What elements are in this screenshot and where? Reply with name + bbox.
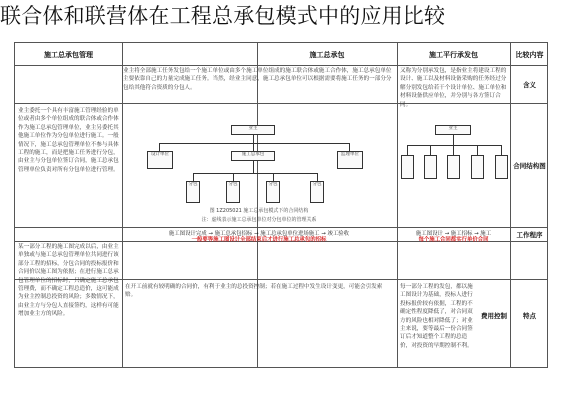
org-box-sub-3	[266, 181, 280, 203]
grid-line	[15, 65, 547, 66]
org-note: 注：虚线表示施工总承包单位对分包单位的管理关系	[201, 217, 317, 223]
row-label-meaning: 含义	[523, 81, 536, 89]
header-consortium: 施工总承包	[309, 51, 345, 59]
org-box-parallel-3	[447, 155, 460, 179]
org-owner-label: 业主	[448, 126, 458, 131]
page-title: 联合体和联营体在工程总承包模式中的应用比较	[0, 4, 446, 28]
org-line	[453, 135, 454, 145]
org-box-parallel-4	[471, 155, 484, 179]
row-label-contract: 合同结构图	[513, 162, 546, 170]
meaning-joint-venture-text: 业主委托一个具有丰富施工管理经验的单位或者由多个单位组成的联合体或合作体作为施工总承包管理单位，业主另委托其他施工单位作为分包单位进行施工。一般情况下，施工总承包管理单位不参与具体工程的施工，而是把施工任务进行分包，由业主与分包单位签订合同，施工总承包管理单位负责对所有分包单位进行管理。	[18, 108, 119, 173]
org-line	[159, 143, 160, 151]
org-box-designer	[147, 151, 173, 169]
workflow-parallel-text: 施工图设计 → 施工招标 → 施工	[415, 231, 492, 237]
org-designer-label: 设计单位	[151, 152, 169, 157]
comparison-table	[14, 42, 548, 368]
org-box-owner-parallel	[435, 125, 471, 135]
org-line	[193, 173, 194, 181]
org-line	[253, 143, 254, 151]
grid-line	[15, 227, 547, 228]
org-box-sub-4	[310, 181, 324, 203]
org-box-supervisor	[337, 151, 363, 169]
cost-consortium	[125, 283, 393, 365]
org-box-parallel-5	[495, 155, 508, 179]
org-line	[193, 173, 317, 174]
org-line	[407, 145, 408, 155]
org-supervisor-label: 监理单位	[341, 152, 359, 157]
org-line	[233, 173, 234, 181]
org-chart-parallel	[397, 103, 510, 227]
org-box-sub-2	[226, 181, 240, 203]
org-line	[501, 145, 502, 155]
meaning-parallel-text: 又称为分别承发包，是指业主将建设工程的设计、施工以及材料设备采购的任务经过分解分别发包给若干个设计单位、施工单位和材料设备供应单位，并分别与各方签订合同。	[400, 68, 507, 108]
cost-joint-venture	[18, 243, 120, 367]
org-box-parallel-2	[424, 155, 437, 179]
meaning-parallel	[400, 67, 508, 108]
org-line	[477, 145, 478, 155]
org-sub-label: 分包	[228, 182, 238, 187]
org-chart-consortium	[123, 103, 395, 227]
header-item: 比较内容	[515, 51, 544, 59]
meaning-consortium-text: 业主将全部施工任务发包给一个施工单位或由多个施工单位组成的施工联合体或施工合作体，施工总承包单位主要依靠自己的力量完成施工任务。当然，经业主同意，施工总承包单位可以根据需要将施工任务的一部分分包给其他符合资质的分包人。	[123, 68, 392, 91]
org-box-sub-1	[186, 181, 200, 203]
org-sub-label: 分包	[268, 182, 278, 187]
cost-parallel-text: 每一部分工程的发包，都以施工图设计为基础，投标人进行投标报价较有依据，工程的不确定性程度降低了，对合同双方的风险也相对降低了；对业主来说，要等最后一份合同签订后才知道整个工程的总造价，对投资的早期控制不利。	[400, 284, 473, 349]
org-line	[273, 173, 274, 181]
org-gc-label: 施工总承包	[241, 152, 265, 157]
org-box-owner	[231, 125, 275, 135]
workflow-parallel-note-text: 每个施工合同都实行单价合同	[418, 237, 489, 243]
row-label-cost: 费用控制	[481, 312, 507, 320]
row-label-feature: 特点	[523, 312, 536, 320]
org-sub-label: 分包	[312, 182, 322, 187]
workflow-consortium-text: 施工图设计完成 → 施工总承包招标 → 施工总承包单位进场施工 → 竣工验收	[168, 231, 350, 237]
org-caption: 图 1Z205021 施工总承包模式下的合同结构	[209, 208, 309, 214]
header-parallel: 施工平行承发包	[429, 51, 478, 59]
cost-parallel	[400, 283, 475, 367]
org-line	[453, 145, 454, 155]
meaning-joint-venture	[18, 107, 120, 225]
workflow-consortium-note-text: 一般要等施工图设计全部结束后才进行施工总承包的招标	[191, 237, 327, 243]
org-line	[317, 173, 318, 181]
workflow-consortium-note	[123, 235, 395, 243]
cost-joint-venture-text: 某一部分工程的施工图完成以后，由业主单独或与施工总承包管理单位共同进行该部分工程的招标，分包合同的投标报价和合同价以施工图为依据；在进行施工总承包管理单位的招标时，只确定施工总承包管理费，而不确定工程总造价，这可能成为业主控制总投资的风险；多数情况下，由业主方与分包人直接签约，这样有可能增加业主方的风险。	[18, 244, 119, 318]
org-line	[349, 143, 350, 151]
org-line	[430, 145, 431, 155]
org-line	[407, 145, 501, 146]
org-line	[159, 143, 349, 144]
cost-consortium-text: 在开工前就有较明确的合同价，有利于业主的总投资控制；若在施工过程中发生设计变更，可能会引发索赔。	[125, 284, 383, 299]
org-line	[253, 161, 254, 173]
org-sub-label: 分包	[188, 182, 198, 187]
meaning-consortium	[123, 67, 395, 101]
workflow-parallel-note	[397, 235, 510, 243]
org-line	[253, 135, 254, 143]
row-label-workflow: 工作程序	[516, 231, 543, 239]
header-joint-venture: 施工总承包管理	[44, 51, 93, 59]
org-owner-label: 业主	[248, 126, 258, 131]
org-box-parallel-1	[401, 155, 414, 179]
org-box-gc	[231, 151, 275, 161]
